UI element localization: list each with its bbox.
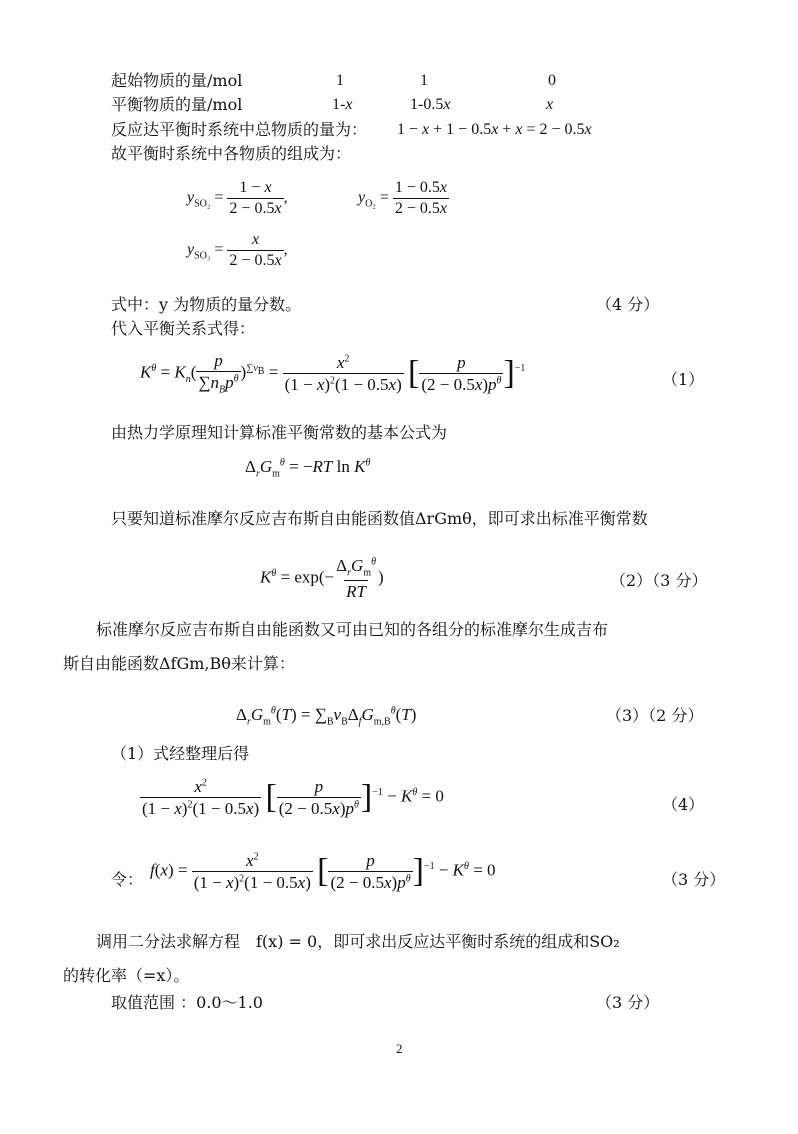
equation-1-tag: （1） bbox=[662, 370, 705, 389]
row2-label: 平衡物质的量/mol bbox=[111, 95, 243, 114]
row2-value-3: x bbox=[546, 96, 554, 113]
page-number: 2 bbox=[396, 1041, 403, 1056]
gibbs-intro-text: 只要知道标准摩尔反应吉布斯自由能函数值ΔrGmθ，即可求出标准平衡常数 bbox=[111, 509, 648, 528]
rearrange-text: （1）式经整理后得 bbox=[111, 744, 250, 763]
range-text: 取值范围 ：0.0～1.0 bbox=[111, 993, 263, 1012]
gibbs-equation: $\Delta_rG_m^\theta = -RT$ $\ln K^\theta$ bbox=[245, 457, 371, 480]
y-so3-formula: $y_{SO_3}$ = $\frac{x}{2 - 0.5x}$ , bbox=[187, 231, 288, 269]
bisection-text-line2: 的转化率（=x）。 bbox=[63, 966, 190, 985]
row1-value-3: 0 bbox=[548, 72, 556, 89]
range-score: （3 分） bbox=[596, 993, 660, 1012]
equation-2: $K^\theta = \exp(-$ $\frac{\Delta_rG_m^\theta}{RT}$ ) bbox=[260, 556, 384, 602]
equation-2-tag: （2）（3 分） bbox=[610, 571, 708, 590]
row2-value-2: 1-0.5x bbox=[410, 96, 451, 113]
equation-5: f(x) = $\frac{x^2}{(1 - x)^2(1 - 0.5x)}$ [ $\frac{p}{(2 - 0.5x)p^\theta}$ ]$^{-1} - K^\theta = 0$ bbox=[150, 851, 496, 892]
formation-text-line2: 斯自由能函数ΔfGm,Bθ来计算： bbox=[63, 654, 295, 673]
let-label: 令： bbox=[111, 870, 144, 889]
equation-3-tag: （3）（2 分） bbox=[606, 706, 704, 725]
total-amount-text: 反应达平衡时系统中总物质的量为： bbox=[111, 120, 368, 139]
equation-4: $\frac{x^2}{(1 - x)^2(1 - 0.5x)}$ [ $\frac{p}{(2 - 0.5x)p^\theta}$ ]$^{-1} - K^\theta = 0$ bbox=[142, 777, 444, 818]
equation-1: $K^\theta = K_n$( $\frac{p}{\sum n_Bp^\theta}$ )$^{\sum\nu_B}$ = $\frac{x^2}{(1 - x)^2(1 - 0.5x)}$ [ $\frac{p}{(2 - 0.5x)p^\theta}$ ]$^{-1}$ bbox=[140, 351, 526, 396]
equation-3: $\Delta_rG_m^\theta(T) = \sum_B\nu_B\Delta_fG_{m,B}^\theta(T)$ bbox=[236, 705, 417, 728]
row2-value-1: 1-x bbox=[332, 96, 353, 113]
equation-5-score: （3 分） bbox=[662, 870, 726, 889]
substitute-text: 代入平衡关系式得： bbox=[111, 319, 256, 338]
equation-4-tag: （4） bbox=[662, 795, 705, 814]
composition-text: 故平衡时系统中各物质的组成为： bbox=[111, 144, 352, 163]
row1-value-1: 1 bbox=[336, 72, 344, 89]
y-note: 式中：y 为物质的量分数。 bbox=[111, 295, 302, 314]
y-o2-formula: $y_{O_2}$ = $\frac{1 - 0.5x}{2 - 0.5x}$ bbox=[358, 179, 447, 217]
formation-text-line1: 标准摩尔反应吉布斯自由能函数又可由已知的各组分的标准摩尔生成吉布 bbox=[96, 620, 609, 639]
y-note-score: （4 分） bbox=[596, 295, 660, 314]
row1-value-2: 1 bbox=[420, 72, 428, 89]
y-so2-formula: $y_{SO_2}$ = $\frac{1 - x}{2 - 0.5x}$ , bbox=[187, 179, 288, 217]
bisection-text-line1: 调用二分法求解方程 f(x) = 0，即可求出反应达平衡时系统的组成和SO₂ bbox=[96, 932, 620, 951]
thermo-basis-text: 由热力学原理知计算标准平衡常数的基本公式为 bbox=[111, 423, 448, 442]
row1-label: 起始物质的量/mol bbox=[111, 71, 243, 90]
total-amount-equation: 1 − x + 1 − 0.5x + x = 2 − 0.5x bbox=[397, 121, 592, 138]
